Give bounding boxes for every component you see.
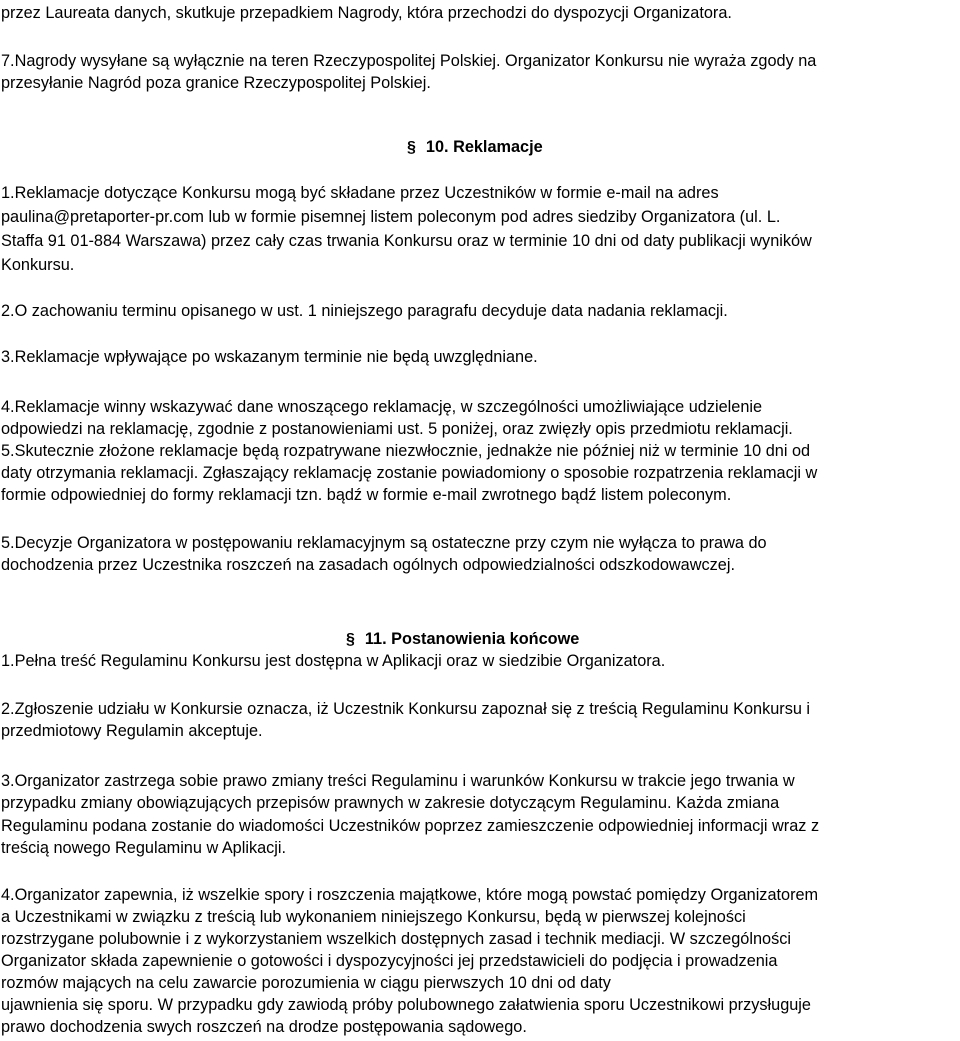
paragraph-line: treścią nowego Regulaminu w Aplikacji. xyxy=(1,839,287,857)
paragraph-line: 1.Pełna treść Regulaminu Konkursu jest dostępna w Aplikacji oraz w siedzibie Organizatora. xyxy=(1,652,666,670)
paragraph-line: formie odpowiedniej do formy reklamacji tzn. bądź w formie e-mail zwrotnego bądź listem poleconym. xyxy=(1,486,732,504)
paragraph-line: 7.Nagrody wysyłane są wyłącznie na teren Rzeczypospolitej Polskiej. Organizator Konkursu nie wyraża zgody na xyxy=(1,52,817,70)
paragraph-line: 2.O zachowaniu terminu opisanego w ust. 1 niniejszego paragrafu decyduje data nadania reklamacji. xyxy=(1,302,728,320)
paragraph-line: 3.Organizator zastrzega sobie prawo zmiany treści Regulaminu i warunków Konkursu w trakcie jego trwania w xyxy=(1,772,795,790)
paragraph-line: ujawnienia się sporu. W przypadku gdy zawiodą próby polubownego załatwienia sporu Uczestnikowi przysługuje xyxy=(1,996,811,1014)
paragraph-line: paulina@pretaporter-pr.com lub w formie pisemnej listem poleconym pod adres siedziby Organizatora (ul. L. xyxy=(1,208,781,226)
section-heading-10 xyxy=(407,136,543,159)
paragraph-line: 4.Organizator zapewnia, iż wszelkie spory i roszczenia majątkowe, które mogą powstać pomiędzy Organizatorem xyxy=(1,886,819,904)
paragraph-line: a Uczestnikami w związku z treścią lub wykonaniem niniejszego Konkursu, będą w pierwszej kolejności xyxy=(1,908,746,926)
paragraph-line: Organizator składa zapewnienie o gotowości i dyspozycyjności jej przedstawicieli do podjęcia i prowadzenia xyxy=(1,952,778,970)
paragraph-line: 5.Decyzje Organizatora w postępowaniu reklamacyjnym są ostateczne przy czym nie wyłącza to prawa do xyxy=(1,534,767,552)
paragraph-line: odpowiedzi na reklamację, zgodnie z postanowieniami ust. 5 poniżej, oraz zwięzły opis przedmiotu reklamacji. xyxy=(1,420,793,438)
paragraph-line: przedmiotowy Regulamin akceptuje. xyxy=(1,722,263,740)
paragraph-line: 3.Reklamacje wpływające po wskazanym terminie nie będą uwzględniane. xyxy=(1,348,538,366)
paragraph-line: Staffa 91 01-884 Warszawa) przez cały czas trwania Konkursu oraz w terminie 10 dni od daty publikacji wyników xyxy=(1,232,812,250)
section-mark: § xyxy=(407,139,416,156)
paragraph-line: 1.Reklamacje dotyczące Konkursu mogą być składane przez Uczestników w formie e-mail na adres xyxy=(1,184,719,202)
paragraph-line: przypadku zmiany obowiązujących przepisów prawnych w zakresie dotyczącym Regulaminu. Każda zmiana xyxy=(1,794,780,812)
paragraph-line: rozstrzygane polubownie i z wykorzystaniem wszelkich dostępnych zasad i technik mediacji. W szczególności xyxy=(1,930,791,948)
paragraph-line: 5.Skutecznie złożone reklamacje będą rozpatrywane niezwłocznie, jednakże nie później niż w terminie 10 dni od xyxy=(1,442,811,460)
section-heading-11 xyxy=(346,628,579,651)
paragraph-line: Regulaminu podana zostanie do wiadomości Uczestników poprzez zamieszczenie odpowiedniej informacji wraz z xyxy=(1,817,820,835)
paragraph-line: dochodzenia przez Uczestnika roszczeń na zasadach ogólnych odpowiedzialności odszkodowawczej. xyxy=(1,556,735,574)
paragraph-line: prawo dochodzenia swych roszczeń na drodze postępowania sądowego. xyxy=(1,1018,527,1036)
paragraph-line: 4.Reklamacje winny wskazywać dane wnoszącego reklamację, w szczególności umożliwiające udzielenie xyxy=(1,398,763,416)
paragraph-line: 2.Zgłoszenie udziału w Konkursie oznacza, iż Uczestnik Konkursu zapoznał się z treścią Regulaminu Konkursu i xyxy=(1,700,811,718)
section-mark: § xyxy=(346,631,355,648)
paragraph-line: daty otrzymania reklamacji. Zgłaszający reklamację zostanie powiadomiony o sposobie rozpatrzenia reklamacji w xyxy=(1,464,818,482)
paragraph-line: przez Laureata danych, skutkuje przepadkiem Nagrody, która przechodzi do dyspozycji Organizatora. xyxy=(1,4,732,22)
paragraph-line: przesyłanie Nagród poza granice Rzeczypospolitej Polskiej. xyxy=(1,74,431,92)
paragraph-line: Konkursu. xyxy=(1,256,75,274)
section-title: 11. Postanowienia końcowe xyxy=(364,630,580,648)
section-title: 10. Reklamacje xyxy=(425,138,543,156)
paragraph-line: rozmów mających na celu zawarcie porozumienia w ciągu pierwszych 10 dni od daty xyxy=(1,974,611,992)
